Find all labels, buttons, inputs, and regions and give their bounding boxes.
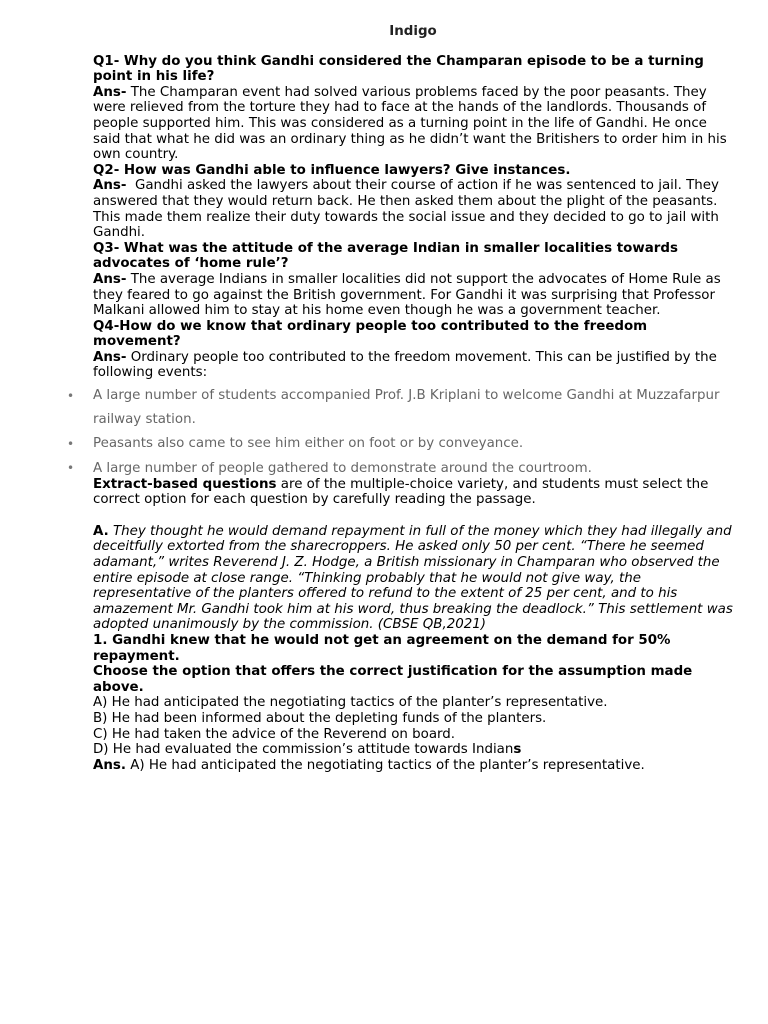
list-item (67, 384, 733, 432)
answer-label: Ans- (93, 271, 127, 287)
question-3: Q3- What was the attitude of the average Indian in smaller localities towards advocates of ‘home rule’? (93, 240, 678, 272)
mcq-option-d-tail: s (513, 742, 522, 758)
mcq-option-b: B) He had been informed about the depleting funds of the planters. (93, 710, 547, 726)
mcq-instruction: Choose the option that offers the correct justification for the assumption made above. (93, 664, 693, 695)
document-title: Indigo (389, 24, 437, 39)
mcq-answer-text: A) He had anticipated the negotiating tactics of the planter’s representative. (125, 757, 645, 773)
list-item-text: Peasants also came to see him either on foot or by conveyance. (93, 436, 524, 452)
list-item-text: A large number of students accompanied Prof. J.B Kriplani to welcome Gandhi at Muzzafarpur railway station. (93, 388, 720, 428)
answer-4-text: Ordinary people too contributed to the freedom movement. This can be justified by the following events: (93, 349, 717, 381)
question-2: Q2- How was Gandhi able to influence lawyers? Give instances. (93, 162, 571, 178)
bullet-icon: • (67, 437, 75, 452)
answer-2-text: Gandhi asked the lawyers about their course of action if he was sentenced to jail. They answered that they would return back. He then asked them about the plight of the peasants. This made them realize their duty towards the social issue and they decided to go to jail with Gandhi. (93, 178, 724, 241)
answer-label: Ans. (93, 757, 126, 773)
answer-1-text: The Champaran event had solved various problems faced by the poor peasants. They were relieved from the torture they had to face at the hands of the landlords. Thousands of people supported him. This was considered as a turning point in the life of Gandhi. He once said that what he did was an ordinary thing as he didn’t want the Britishers to order him in his own country. (93, 84, 727, 163)
answer-label: Ans- (93, 178, 127, 194)
passage-text: They thought he would demand repayment in full of the money which they had illegally and deceitfully extorted from the sharecroppers. He asked only 50 per cent. “There he seemed adamant,” writes Reverend J. Z. Hodge, a British missionary in Champaran who observed the entire episode at close range. “Thinking probably that he would not give way, the representative of the planters offered to refund to the extent of 25 per cent, and to his amazement Mr. Gandhi took him at his word, thus breaking the deadlock.” This settlement was adopted unanimously by the commission. (CBSE QB,2021) (93, 523, 733, 633)
bullet-icon: • (67, 461, 75, 476)
list-item (67, 461, 733, 477)
extract-heading: Extract-based questions (93, 476, 277, 492)
mcq-option-a: A) He had anticipated the negotiating tactics of the planter’s representative. (93, 695, 608, 711)
list-item-text: A large number of people gathered to demonstrate around the courtroom. (93, 461, 592, 477)
list-item (67, 432, 733, 456)
events-list (67, 384, 733, 477)
document-page (67, 24, 733, 773)
passage (93, 524, 733, 633)
answer-3 (93, 272, 733, 319)
answer-label: Ans- (93, 349, 127, 365)
extract-text: are of the multiple-choice variety, and students must select the correct option for each question by carefully reading the passage. (93, 476, 709, 508)
question-1: Q1- Why do you think Gandhi considered the Champaran episode to be a turning point in his life? (93, 53, 704, 85)
mcq-option-d (93, 742, 733, 758)
passage-label: A. (93, 523, 109, 539)
answer-1 (93, 85, 733, 163)
answer-3-text: The average Indians in smaller localities did not support the advocates of Home Rule as they feared to go against the British government. For Gandhi it was surprising that Professor Malkani allowed him to stay at his home even though he was a government teacher. (93, 271, 721, 319)
extract-intro (93, 477, 733, 508)
question-4: Q4-How do we know that ordinary people too contributed to the freedom movement? (93, 318, 648, 350)
bullet-icon: • (67, 389, 75, 404)
answer-4 (93, 350, 733, 381)
answer-label: Ans- (93, 84, 127, 100)
mcq-option-d-text: D) He had evaluated the commission’s attitude towards Indian (93, 742, 514, 758)
mcq-option-c: C) He had taken the advice of the Reverend on board. (93, 726, 456, 742)
answer-2 (93, 178, 733, 240)
mcq-answer (93, 758, 733, 774)
mcq-question: 1. Gandhi knew that he would not get an agreement on the demand for 50% repayment. (93, 633, 671, 664)
